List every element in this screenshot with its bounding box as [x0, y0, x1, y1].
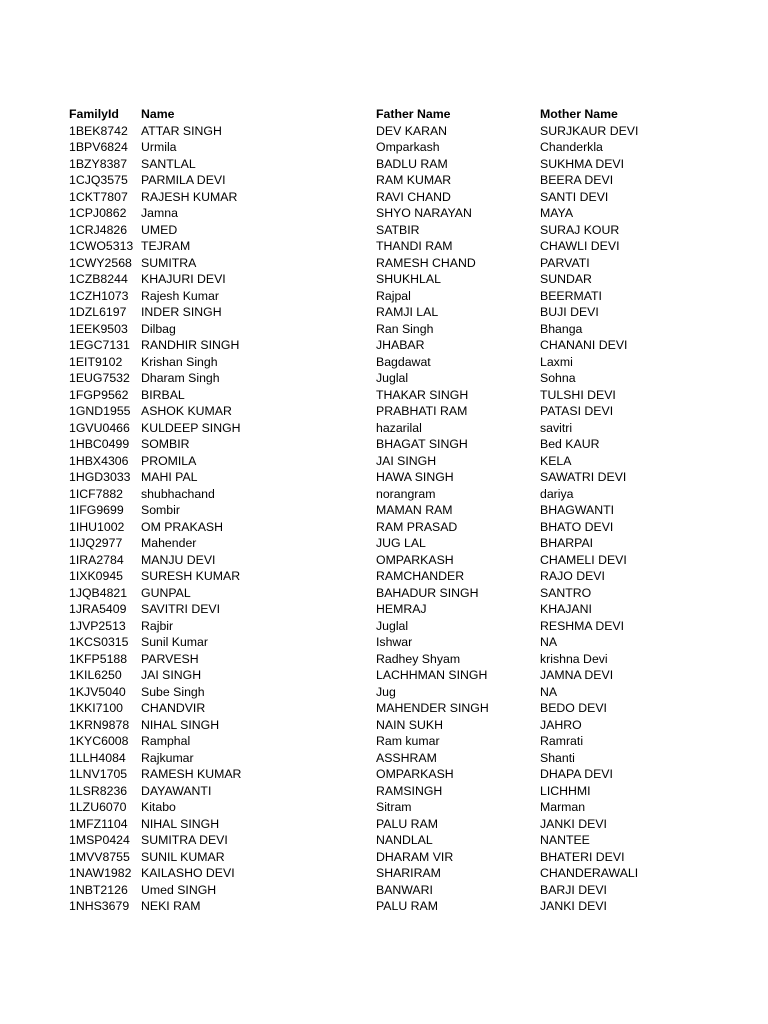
father-name-cell: norangram [376, 486, 436, 501]
family-id-cell: 1HBX4306 [69, 453, 129, 468]
family-id-cell: 1NAW1982 [69, 866, 132, 880]
father-name-cell: Bagdawat [376, 354, 431, 369]
family-id-cell: 1LSR8236 [69, 783, 128, 798]
name-cell: Dilbag [141, 321, 176, 336]
father-name-cell: Ram kumar [376, 734, 440, 748]
name-cell: Sombir [141, 503, 180, 517]
family-id-cell: 1CWO5313 [69, 239, 134, 253]
father-name-cell: BADLU RAM [376, 156, 448, 171]
mother-name-cell: BARJI DEVI [540, 882, 607, 897]
name-cell: DAYAWANTI [141, 783, 212, 798]
mother-name-cell: Ramrati [540, 734, 584, 748]
father-name-cell: JHABAR [376, 338, 425, 352]
family-id-cell: 1BEK8742 [69, 123, 128, 138]
table-row [0, 799, 768, 816]
name-cell: Urmila [141, 140, 177, 154]
father-name-cell: RAM PRASAD [376, 519, 458, 534]
table-row [0, 832, 768, 849]
family-id-cell: 1LZU6070 [69, 800, 127, 814]
table-header-row [0, 106, 768, 123]
father-name-cell: BANWARI [376, 882, 433, 897]
table-row [0, 733, 768, 750]
table-row [0, 651, 768, 668]
family-id-cell: 1KIL6250 [69, 668, 122, 682]
family-id-cell: 1EGC7131 [69, 338, 130, 352]
family-id-cell: 1CWY2568 [69, 255, 132, 270]
table-row [0, 288, 768, 305]
family-id-cell: 1BZY8387 [69, 156, 128, 171]
header-family-id: FamilyId [69, 107, 119, 121]
header-mother-name: Mother Name [540, 107, 618, 121]
father-name-cell: RAMSINGH [376, 783, 443, 798]
family-id-cell: 1JQB4821 [69, 585, 128, 600]
mother-name-cell: CHAMELI DEVI [540, 552, 627, 567]
mother-name-cell: PATASI DEVI [540, 404, 614, 418]
name-cell: KAILASHO DEVI [141, 866, 235, 880]
family-id-cell: 1IHU1002 [69, 519, 125, 534]
father-name-cell: RAMESH CHAND [376, 255, 476, 270]
name-cell: Mahender [141, 536, 197, 550]
family-id-cell: 1LLH4084 [69, 750, 126, 765]
father-name-cell: hazarilal [376, 420, 422, 435]
name-cell: MANJU DEVI [141, 552, 216, 567]
table-row [0, 139, 768, 156]
table-row [0, 700, 768, 717]
father-name-cell: LACHHMAN SINGH [376, 668, 488, 682]
name-cell: INDER SINGH [141, 305, 222, 319]
name-cell: GUNPAL [141, 585, 191, 600]
table-row [0, 684, 768, 701]
mother-name-cell: RAJO DEVI [540, 569, 605, 583]
table-row [0, 634, 768, 651]
family-id-cell: 1MFZ1104 [69, 816, 128, 831]
father-name-cell: PRABHATI RAM [376, 404, 468, 418]
mother-name-cell: BHATERI DEVI [540, 849, 625, 864]
father-name-cell: JUG LAL [376, 536, 426, 550]
family-id-cell: 1CRJ4826 [69, 222, 128, 237]
family-id-cell: 1EUG7532 [69, 371, 130, 385]
table-row [0, 519, 768, 536]
father-name-cell: BAHADUR SINGH [376, 585, 479, 600]
table-row [0, 568, 768, 585]
table-row [0, 420, 768, 437]
table-row [0, 486, 768, 503]
father-name-cell: DEV KARAN [376, 123, 448, 138]
father-name-cell: NAIN SUKH [376, 717, 443, 732]
table-row [0, 370, 768, 387]
father-name-cell: JAI SINGH [376, 453, 437, 468]
name-cell: Ramphal [141, 734, 191, 748]
family-id-cell: 1IJQ2977 [69, 536, 123, 550]
family-id-cell: 1EIT9102 [69, 354, 123, 369]
family-id-cell: 1MVV8755 [69, 849, 130, 864]
mother-name-cell: SUKHMA DEVI [540, 156, 625, 171]
father-name-cell: PALU RAM [376, 816, 438, 831]
family-id-cell: 1ICF7882 [69, 486, 124, 501]
name-cell: JAI SINGH [141, 668, 202, 682]
mother-name-cell: NANTEE [540, 833, 590, 847]
family-id-cell: 1JVP2513 [69, 618, 126, 633]
header-father-name: Father Name [376, 107, 451, 121]
name-cell: SAVITRI DEVI [141, 602, 221, 616]
father-name-cell: RAMCHANDER [376, 569, 465, 583]
father-name-cell: Radhey Shyam [376, 651, 461, 666]
father-name-cell: THAKAR SINGH [376, 387, 469, 402]
father-name-cell: OMPARKASH [376, 767, 454, 781]
father-name-cell: Omparkash [376, 140, 440, 154]
family-id-cell: 1KJV5040 [69, 684, 126, 699]
mother-name-cell: Bed KAUR [540, 437, 600, 451]
family-id-cell: 1DZL6197 [69, 305, 127, 319]
mother-name-cell: CHAWLI DEVI [540, 239, 620, 253]
table-row [0, 469, 768, 486]
mother-name-cell: DHAPA DEVI [540, 767, 613, 781]
mother-name-cell: Bhanga [540, 321, 583, 336]
mother-name-cell: LICHHMI [540, 783, 591, 798]
name-cell: CHANDVIR [141, 701, 206, 715]
family-table [0, 106, 768, 915]
father-name-cell: NANDLAL [376, 833, 433, 847]
family-id-cell: 1JRA5409 [69, 602, 127, 616]
name-cell: SURESH KUMAR [141, 569, 241, 583]
father-name-cell: RAM KUMAR [376, 173, 452, 187]
header-name: Name [141, 107, 175, 121]
family-id-cell: 1KKI7100 [69, 701, 124, 715]
table-row [0, 205, 768, 222]
name-cell: Rajesh Kumar [141, 288, 219, 303]
name-cell: SUMITRA DEVI [141, 833, 228, 847]
name-cell: SUMITRA [141, 255, 197, 270]
family-id-cell: 1MSP0424 [69, 833, 130, 847]
mother-name-cell: SAWATRI DEVI [540, 470, 627, 484]
name-cell: PARVESH [141, 651, 199, 666]
family-id-cell: 1GVU0466 [69, 420, 130, 435]
mother-name-cell: CHANANI DEVI [540, 338, 628, 352]
name-cell: RAJESH KUMAR [141, 189, 238, 204]
table-row [0, 816, 768, 833]
family-id-cell: 1NHS3679 [69, 899, 130, 913]
name-cell: RANDHIR SINGH [141, 338, 240, 352]
table-row [0, 304, 768, 321]
mother-name-cell: BEDO DEVI [540, 701, 607, 715]
mother-name-cell: NA [540, 635, 558, 649]
name-cell: UMED [141, 222, 178, 237]
table-row [0, 189, 768, 206]
mother-name-cell: JAHRO [540, 717, 582, 732]
table-row [0, 172, 768, 189]
table-row [0, 387, 768, 404]
family-id-cell: 1NBT2126 [69, 882, 128, 897]
family-id-cell: 1CKT7807 [69, 189, 128, 204]
name-cell: ASHOK KUMAR [141, 404, 232, 418]
mother-name-cell: JAMNA DEVI [540, 668, 614, 682]
mother-name-cell: Sohna [540, 371, 576, 385]
family-id-cell: 1GND1955 [69, 404, 131, 418]
father-name-cell: PALU RAM [376, 899, 438, 913]
father-name-cell: RAVI CHAND [376, 189, 451, 204]
family-id-cell: 1IFG9699 [69, 503, 124, 517]
mother-name-cell: KHAJANI [540, 602, 592, 616]
name-cell: OM PRAKASH [141, 519, 223, 534]
family-id-cell: 1FGP9562 [69, 387, 129, 402]
father-name-cell: Jug [376, 684, 396, 699]
name-cell: Sube Singh [141, 684, 205, 699]
father-name-cell: OMPARKASH [376, 552, 454, 567]
table-row [0, 585, 768, 602]
family-id-cell: 1HBC0499 [69, 437, 130, 451]
mother-name-cell: PARVATI [540, 255, 590, 270]
table-row [0, 766, 768, 783]
mother-name-cell: KELA [540, 453, 572, 468]
mother-name-cell: Marman [540, 800, 586, 814]
family-id-cell: 1KYC6008 [69, 734, 129, 748]
father-name-cell: MAMAN RAM [376, 503, 453, 517]
mother-name-cell: SURAJ KOUR [540, 222, 620, 237]
name-cell: Sunil Kumar [141, 635, 208, 649]
table-row [0, 535, 768, 552]
family-id-cell: 1CZB8244 [69, 272, 128, 286]
mother-name-cell: Shanti [540, 750, 575, 765]
table-row [0, 222, 768, 239]
name-cell: TEJRAM [141, 239, 191, 253]
mother-name-cell: MAYA [540, 206, 574, 220]
name-cell: KHAJURI DEVI [141, 272, 226, 286]
family-id-cell: 1HGD3033 [69, 470, 131, 484]
name-cell: BIRBAL [141, 387, 185, 402]
mother-name-cell: SUNDAR [540, 272, 592, 286]
father-name-cell: Rajpal [376, 288, 411, 303]
father-name-cell: BHAGAT SINGH [376, 437, 468, 451]
father-name-cell: RAMJI LAL [376, 305, 439, 319]
family-id-cell: 1IXK0945 [69, 569, 124, 583]
table-row [0, 618, 768, 635]
name-cell: Umed SINGH [141, 882, 217, 897]
name-cell: Rajbir [141, 618, 174, 633]
table-body [0, 123, 768, 915]
mother-name-cell: BHAGWANTI [540, 503, 615, 517]
table-row [0, 238, 768, 255]
name-cell: NIHAL SINGH [141, 717, 220, 732]
table-row [0, 156, 768, 173]
mother-name-cell: SANTI DEVI [540, 189, 609, 204]
table-row [0, 667, 768, 684]
table-row [0, 502, 768, 519]
mother-name-cell: Laxmi [540, 354, 573, 369]
name-cell: SANTLAL [141, 156, 196, 171]
table-row [0, 783, 768, 800]
mother-name-cell: SANTRO [540, 585, 592, 600]
table-row [0, 552, 768, 569]
father-name-cell: SHYO NARAYAN [376, 206, 472, 220]
family-id-cell: 1CZH1073 [69, 288, 129, 303]
table-row [0, 354, 768, 371]
table-row [0, 898, 768, 915]
father-name-cell: DHARAM VIR [376, 849, 454, 864]
table-row [0, 321, 768, 338]
family-id-cell: 1BPV6824 [69, 140, 128, 154]
name-cell: NIHAL SINGH [141, 816, 220, 831]
mother-name-cell: RESHMA DEVI [540, 618, 625, 633]
mother-name-cell: JANKI DEVI [540, 816, 607, 831]
father-name-cell: Juglal [376, 371, 409, 385]
name-cell: PROMILA [141, 453, 197, 468]
name-cell: Dharam Singh [141, 371, 220, 385]
family-id-cell: 1IRA2784 [69, 552, 124, 567]
name-cell: Jamna [141, 206, 178, 220]
table-row [0, 865, 768, 882]
mother-name-cell: BHATO DEVI [540, 519, 614, 534]
name-cell: ATTAR SINGH [141, 123, 222, 138]
family-id-cell: 1EEK9503 [69, 321, 128, 336]
name-cell: Kitabo [141, 800, 176, 814]
table-row [0, 453, 768, 470]
name-cell: PARMILA DEVI [141, 173, 226, 187]
father-name-cell: Ishwar [376, 635, 413, 649]
father-name-cell: SHARIRAM [376, 866, 441, 880]
mother-name-cell: krishna Devi [540, 651, 608, 666]
family-id-cell: 1KRN9878 [69, 717, 130, 732]
name-cell: SUNIL KUMAR [141, 849, 225, 864]
father-name-cell: Ran Singh [376, 321, 434, 336]
father-name-cell: Juglal [376, 618, 409, 633]
family-id-cell: 1CJQ3575 [69, 173, 128, 187]
mother-name-cell: CHANDERAWALI [540, 866, 639, 880]
table-row [0, 750, 768, 767]
mother-name-cell: Chanderkla [540, 140, 603, 154]
father-name-cell: Sitram [376, 800, 412, 814]
father-name-cell: SHUKHLAL [376, 272, 441, 286]
table-row [0, 601, 768, 618]
name-cell: shubhachand [141, 486, 215, 501]
name-cell: MAHI PAL [141, 470, 198, 484]
mother-name-cell: JANKI DEVI [540, 899, 607, 913]
name-cell: NEKI RAM [141, 899, 201, 913]
table-row [0, 255, 768, 272]
father-name-cell: MAHENDER SINGH [376, 701, 489, 715]
mother-name-cell: TULSHI DEVI [540, 387, 616, 402]
table-row [0, 882, 768, 899]
table-row [0, 717, 768, 734]
father-name-cell: SATBIR [376, 222, 420, 237]
table-row [0, 436, 768, 453]
mother-name-cell: SURJKAUR DEVI [540, 123, 639, 138]
father-name-cell: HAWA SINGH [376, 470, 454, 484]
table-row [0, 123, 768, 140]
mother-name-cell: BEERMATI [540, 288, 602, 303]
name-cell: Rajkumar [141, 750, 194, 765]
father-name-cell: HEMRAJ [376, 602, 427, 616]
mother-name-cell: BEERA DEVI [540, 173, 614, 187]
table-row [0, 271, 768, 288]
mother-name-cell: NA [540, 684, 558, 699]
name-cell: RAMESH KUMAR [141, 767, 242, 781]
family-id-cell: 1KFP5188 [69, 651, 128, 666]
name-cell: Krishan Singh [141, 354, 218, 369]
mother-name-cell: BHARPAI [540, 536, 594, 550]
mother-name-cell: savitri [540, 420, 573, 435]
father-name-cell: THANDI RAM [376, 239, 453, 253]
mother-name-cell: dariya [540, 486, 574, 501]
father-name-cell: ASSHRAM [376, 750, 437, 765]
table-row [0, 337, 768, 354]
family-id-cell: 1KCS0315 [69, 635, 129, 649]
name-cell: SOMBIR [141, 437, 190, 451]
table-row [0, 403, 768, 420]
table-row [0, 849, 768, 866]
name-cell: KULDEEP SINGH [141, 420, 241, 435]
family-id-cell: 1LNV1705 [69, 767, 128, 781]
mother-name-cell: BUJI DEVI [540, 305, 599, 319]
family-id-cell: 1CPJ0862 [69, 206, 127, 220]
